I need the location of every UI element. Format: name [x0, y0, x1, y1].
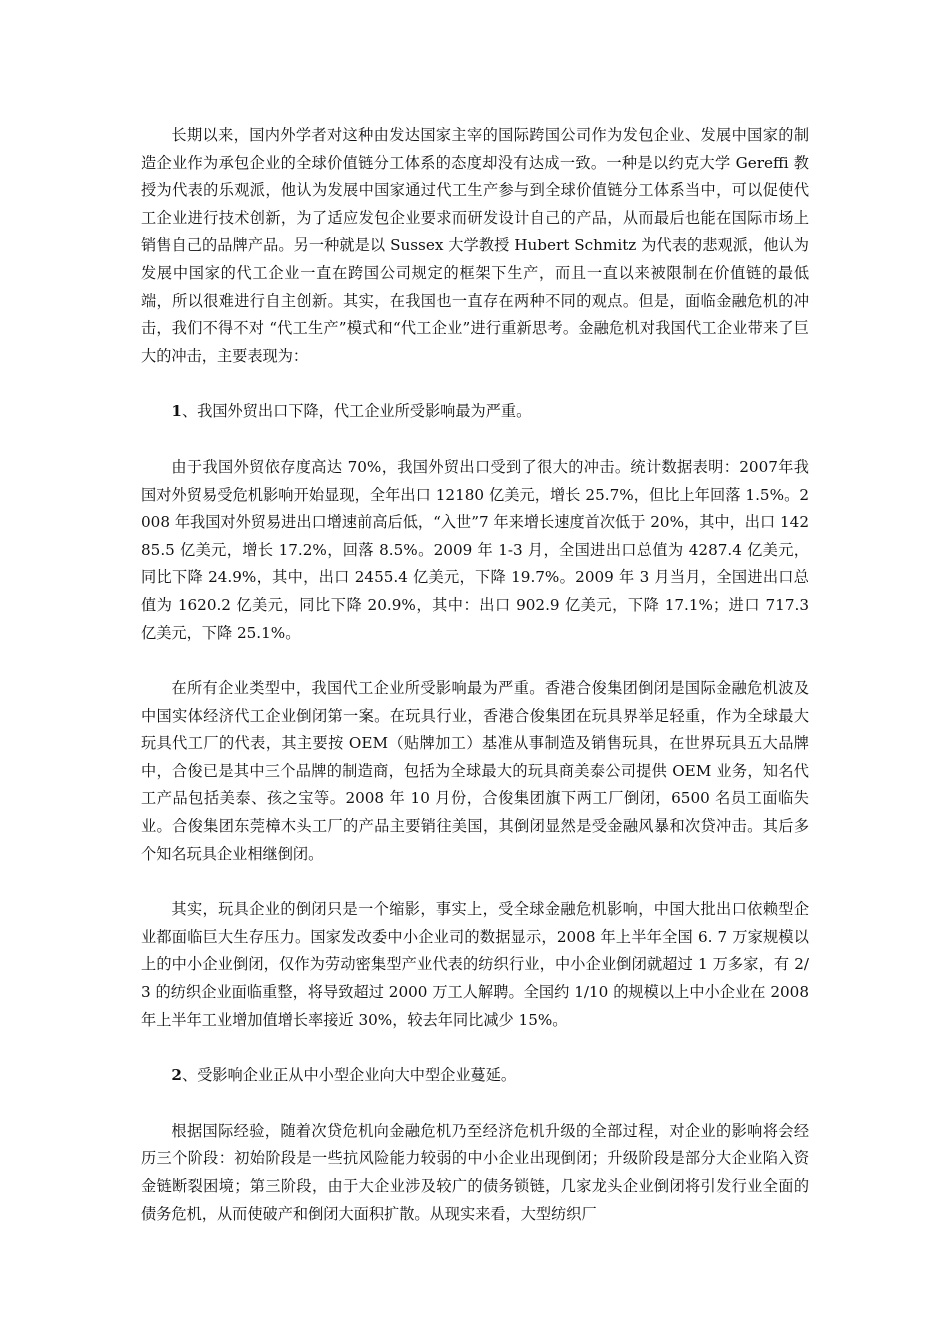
section-heading-text: 、受影响企业正从中小型企业向大中型企业蔓延。 — [181, 1066, 517, 1085]
paragraph-trade-statistics: 由于我国外贸依存度高达 70%，我国外贸出口受到了很大的冲击。统计数据表明：2007年我国对外贸易受危机影响开始显现，全年出口 12180 亿美元，增长 25.7%，但比上年回落 1.5%。2008 年我国对外贸易进出口增速前高后低，“入世”7 年来增长速度首次低于 20%，其中，出口 14285.5 亿美元，增长 17.2%，回落 8.5%。2009 年 1-3 月，全国进出口总值为 4287.4 亿美元，同比下降 24.9%，其中，出口 2455.4 亿美元，下降 19.7%。2009 年 3 月当月，全国进出口总值为 1620.2 亿美元，同比下降 20.9%，其中：出口 902.9 亿美元，下降 17.1%；进口 717.3 亿美元，下降 25.1%。 — [141, 457, 809, 642]
paragraph-sme-closures: 其实，玩具企业的倒闭只是一个缩影，事实上，受全球金融危机影响，中国大批出口依赖型企业都面临巨大生存压力。国家发改委中小企业司的数据显示，2008 年上半年全国 6. 7 万家规模以上的中小企业倒闭，仅作为劳动密集型产业代表的纺织行业，中小企业倒闭就超过 1 万多家，有 2/3 的纺织企业面临重整，将导致超过 2000 万工人解聘。全国约 1/10 的规模以上中小企业在 2008 年上半年工业增加值增长率接近 30%，较去年同比减少 15%。 — [141, 900, 809, 1029]
section-heading-text: 、我国外贸出口下降，代工企业所受影响最为严重。 — [181, 402, 532, 421]
document-page — [141, 122, 809, 1228]
paragraph-toy-industry: 在所有企业类型中，我国代工企业所受影响最为严重。香港合俊集团倒闭是国际金融危机波及中国实体经济代工企业倒闭第一案。在玩具行业，香港合俊集团在玩具界举足轻重，作为全球最大玩具代工厂的代表，其主要按 OEM（贴牌加工）基准从事制造及销售玩具，在世界玩具五大品牌中，合俊已是其中三个品牌的制造商，包括为全球最大的玩具商美泰公司提供 OEM 业务，知名代工产品包括美泰、孩之宝等。2008 年 10 月份，合俊集团旗下两工厂倒闭，6500 名员工面临失业。合俊集团东莞樟木头工厂的产品主要销往美国，其倒闭显然是受金融风暴和次贷冲击。其后多个知名玩具企业相继倒闭。 — [141, 679, 809, 863]
section-heading-2 — [141, 1062, 809, 1090]
section-number: 2 — [171, 1066, 182, 1085]
section-number: 1 — [171, 402, 182, 421]
paragraph-intro: 长期以来，国内外学者对这种由发达国家主宰的国际跨国公司作为发包企业、发展中国家的制造企业作为承包企业的全球价值链分工体系的态度却没有达成一致。一种是以约克大学 Gereffi 教授为代表的乐观派，他认为发展中国家通过代工生产参与到全球价值链分工体系当中，可以促使代工企业进行技术创新，为了适应发包企业要求而研发设计自己的产品，从而最后也能在国际市场上销售自己的品牌产品。另一种就是以 Sussex 大学教授 Hubert Schmitz 为代表的悲观派，他认为发展中国家的代工企业一直在跨国公司规定的框架下生产，而且一直以来被限制在价值链的最低端，所以很难进行自主创新。其实，在我国也一直存在两种不同的观点。但是，面临金融危机的冲击，我们不得不对 “代工生产”模式和“代工企业”进行重新思考。金融危机对我国代工企业带来了巨大的冲击，主要表现为： — [141, 126, 809, 365]
section-heading-1 — [141, 398, 809, 426]
paragraph-crisis-stages: 根据国际经验，随着次贷危机向金融危机乃至经济危机升级的全部过程，对企业的影响将会经历三个阶段：初始阶段是一些抗风险能力较弱的中小企业出现倒闭；升级阶段是部分大企业陷入资金链断裂困境；第三阶段，由于大企业涉及较广的债务锁链，几家龙头企业倒闭将引发行业全面的债务危机，从而使破产和倒闭大面积扩散。从现实来看，大型纺织厂 — [141, 1121, 809, 1223]
